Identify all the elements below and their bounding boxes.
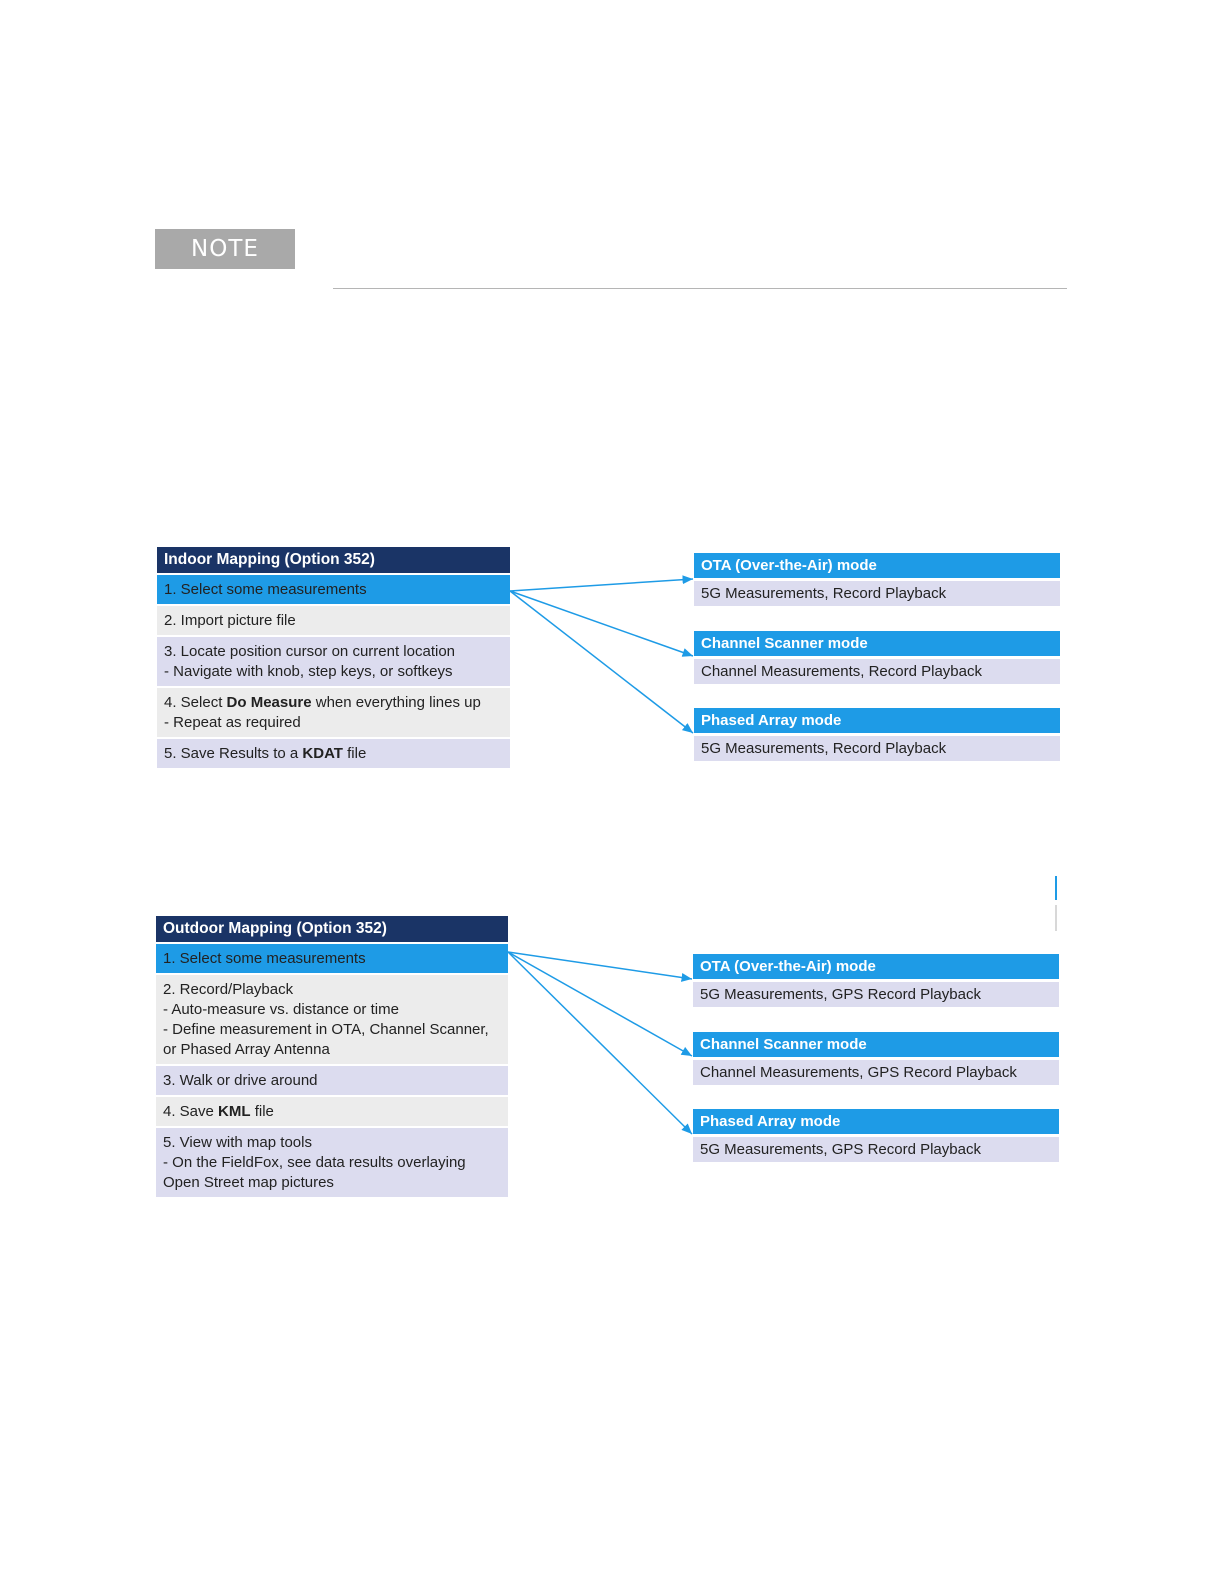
indoor-mode-channel-scanner-body: Channel Measurements, Record Playback <box>694 659 1060 684</box>
outdoor-step-2-line3: - Define measurement in OTA, Channel Scanner, <box>163 1021 489 1038</box>
outdoor-step-5-line3: Open Street map pictures <box>163 1174 334 1191</box>
do-measure-keyword: Do Measure <box>226 694 312 711</box>
kml-keyword: KML <box>218 1103 251 1120</box>
indoor-step-4-line1: 4. Select Do Measure when everything lines up <box>164 694 481 711</box>
indoor-mode-channel-scanner-title: Channel Scanner mode <box>694 631 1060 659</box>
kdat-keyword: KDAT <box>302 745 343 762</box>
outdoor-step-5-line1: 5. View with map tools <box>163 1134 312 1151</box>
indoor-arrow-phased-array <box>510 591 693 733</box>
outdoor-step-1-text: 1. Select some measurements <box>163 950 366 967</box>
outdoor-arrow-channel-scanner <box>508 952 692 1056</box>
indoor-step-3-line1: 3. Locate position cursor on current location <box>164 643 455 660</box>
outdoor-arrow-phased-array <box>508 952 692 1134</box>
indoor-step-3-line2: - Navigate with knob, step keys, or softkeys <box>164 663 453 680</box>
indoor-title: Indoor Mapping (Option 352) <box>157 547 510 575</box>
indoor-mode-ota-body: 5G Measurements, Record Playback <box>694 581 1060 606</box>
outdoor-step-4: 4. Save KML file <box>156 1097 508 1128</box>
indoor-mode-phased-array-body: 5G Measurements, Record Playback <box>694 736 1060 761</box>
outdoor-arrow-ota <box>508 952 692 979</box>
indoor-step-1-text: 1. Select some measurements <box>164 581 367 598</box>
outdoor-mode-ota-title: OTA (Over-the-Air) mode <box>693 954 1059 982</box>
outdoor-step-5-line2: - On the FieldFox, see data results overlaying <box>163 1154 466 1171</box>
indoor-step-4-line2: - Repeat as required <box>164 714 301 731</box>
outdoor-mode-phased-array-body: 5G Measurements, GPS Record Playback <box>693 1137 1059 1162</box>
outdoor-mode-channel-scanner-title: Channel Scanner mode <box>693 1032 1059 1060</box>
indoor-mode-ota-title: OTA (Over-the-Air) mode <box>694 553 1060 581</box>
indoor-mode-phased-array-title: Phased Array mode <box>694 708 1060 736</box>
indoor-step-2-text: 2. Import picture file <box>164 612 296 629</box>
outdoor-step-2-line1: 2. Record/Playback <box>163 981 294 998</box>
outdoor-mode-channel-scanner-body: Channel Measurements, GPS Record Playback <box>693 1060 1059 1085</box>
indoor-arrow-channel-scanner <box>510 591 693 656</box>
outdoor-title: Outdoor Mapping (Option 352) <box>156 916 508 944</box>
outdoor-mode-phased-array-title: Phased Array mode <box>693 1109 1059 1137</box>
indoor-step-5: 5. Save Results to a KDAT file <box>157 739 510 770</box>
note-badge: NOTE <box>155 229 295 269</box>
outdoor-mode-ota-body: 5G Measurements, GPS Record Playback <box>693 982 1059 1007</box>
outdoor-step-3-text: 3. Walk or drive around <box>163 1072 318 1089</box>
outdoor-step-2-line4: or Phased Array Antenna <box>163 1041 330 1058</box>
indoor-arrow-ota <box>510 579 693 591</box>
outdoor-step-2-line2: - Auto-measure vs. distance or time <box>163 1001 399 1018</box>
